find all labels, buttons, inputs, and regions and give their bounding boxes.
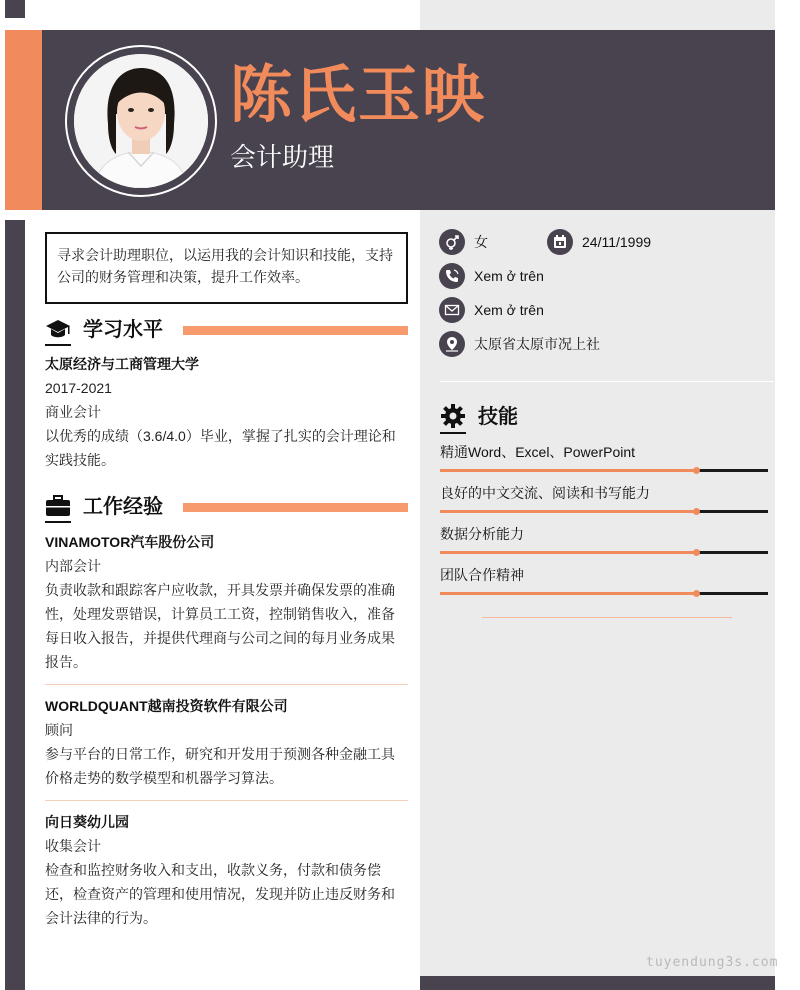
skills-section-header	[440, 403, 640, 435]
gender-icon	[439, 229, 465, 255]
education-school: 太原经济与工商管理大学	[45, 356, 199, 372]
career-objective: 寻求会计助理职位，以运用我的会计知识和技能，支持公司的财务管理和决策，提升工作效率。	[45, 232, 408, 304]
section-underline	[45, 521, 71, 523]
skill-label: 团队合作精神	[440, 567, 524, 583]
sidebar-end-divider	[482, 617, 732, 618]
birthdate-value: 24/11/1999	[582, 234, 652, 250]
job-company: 向日葵幼儿园	[45, 814, 129, 830]
job-description: 检查和监控财务收入和支出，收款义务，付款和债务偿还，检查资产的管理和使用情况，发现并防止违反财务和会计法律的行为。	[45, 862, 395, 926]
job-position: 收集会计	[45, 838, 101, 854]
location-pin-icon	[439, 331, 465, 357]
job-position: 内部会计	[45, 558, 101, 574]
education-major: 商业会计	[45, 404, 101, 420]
header-accent-strip	[5, 30, 42, 210]
graduation-cap-icon	[45, 318, 71, 340]
left-accent-bar	[5, 220, 25, 990]
skill-level-bar	[440, 469, 768, 472]
gender-value: 女	[474, 234, 488, 250]
phone-icon	[439, 263, 465, 289]
skill-label: 精通Word、Excel、PowerPoint	[440, 444, 636, 460]
email-icon	[439, 297, 465, 323]
skill-level-fill	[440, 469, 696, 472]
profile-photo-frame	[65, 45, 217, 197]
candidate-name: 陈氏玉映	[230, 61, 487, 130]
job-description: 参与平台的日常工作，研究和开发用于预测各种金融工具价格走势的数学模型和机器学习算法。	[45, 746, 395, 786]
experience-section-header	[45, 493, 408, 523]
skill-level-marker	[693, 508, 700, 515]
skill-label: 数据分析能力	[440, 526, 524, 542]
education-section-title: 学习水平	[83, 319, 163, 341]
job-company: VINAMOTOR汽车股份公司	[45, 534, 215, 550]
address-value: 太原省太原市况上社	[474, 336, 600, 352]
candidate-job-title: 会计助理	[230, 142, 335, 172]
email-value: Xem ở trên	[474, 302, 544, 318]
experience-section-title: 工作经验	[83, 496, 163, 518]
sidebar-divider	[440, 381, 774, 382]
education-years: 2017-2021	[45, 380, 112, 396]
skill-level-marker	[693, 467, 700, 474]
job-description: 负责收款和跟踪客户应收款，开具发票并确保发票的准确性，处理发票错误，计算员工工资，控制销售收入，准备每日收入报告，并提供代理商与公司之间的每月业务成果报告。	[45, 582, 395, 670]
skill-level-bar	[440, 592, 768, 595]
resume-header	[5, 30, 775, 210]
job-company: WORLDQUANT越南投资软件有限公司	[45, 698, 288, 714]
section-accent-bar	[183, 326, 408, 335]
skill-level-fill	[440, 592, 696, 595]
skill-level-bar	[440, 551, 768, 554]
skill-level-marker	[693, 590, 700, 597]
education-description: 以优秀的成绩（3.6/4.0）毕业，掌握了扎实的会计理论和实践技能。	[45, 428, 396, 468]
briefcase-icon	[45, 495, 71, 517]
skills-section-title: 技能	[478, 406, 518, 428]
education-section-header	[45, 316, 408, 346]
calendar-icon	[547, 229, 573, 255]
sidebar-footer-band	[420, 976, 775, 990]
skill-label: 良好的中文交流、阅读和书写能力	[440, 485, 650, 501]
skill-level-fill	[440, 551, 696, 554]
job-divider	[45, 800, 408, 801]
skill-level-fill	[440, 510, 696, 513]
skill-level-marker	[693, 549, 700, 556]
section-underline	[45, 344, 71, 346]
watermark: tuyendung3s.com	[646, 955, 779, 970]
gear-icon	[440, 403, 466, 429]
profile-photo	[74, 54, 208, 188]
section-underline	[440, 432, 466, 434]
left-accent-bar-top	[5, 0, 25, 18]
job-position: 顾问	[45, 722, 73, 738]
job-divider	[45, 684, 408, 685]
phone-value: Xem ở trên	[474, 268, 544, 284]
section-accent-bar	[183, 503, 408, 512]
skill-level-bar	[440, 510, 768, 513]
